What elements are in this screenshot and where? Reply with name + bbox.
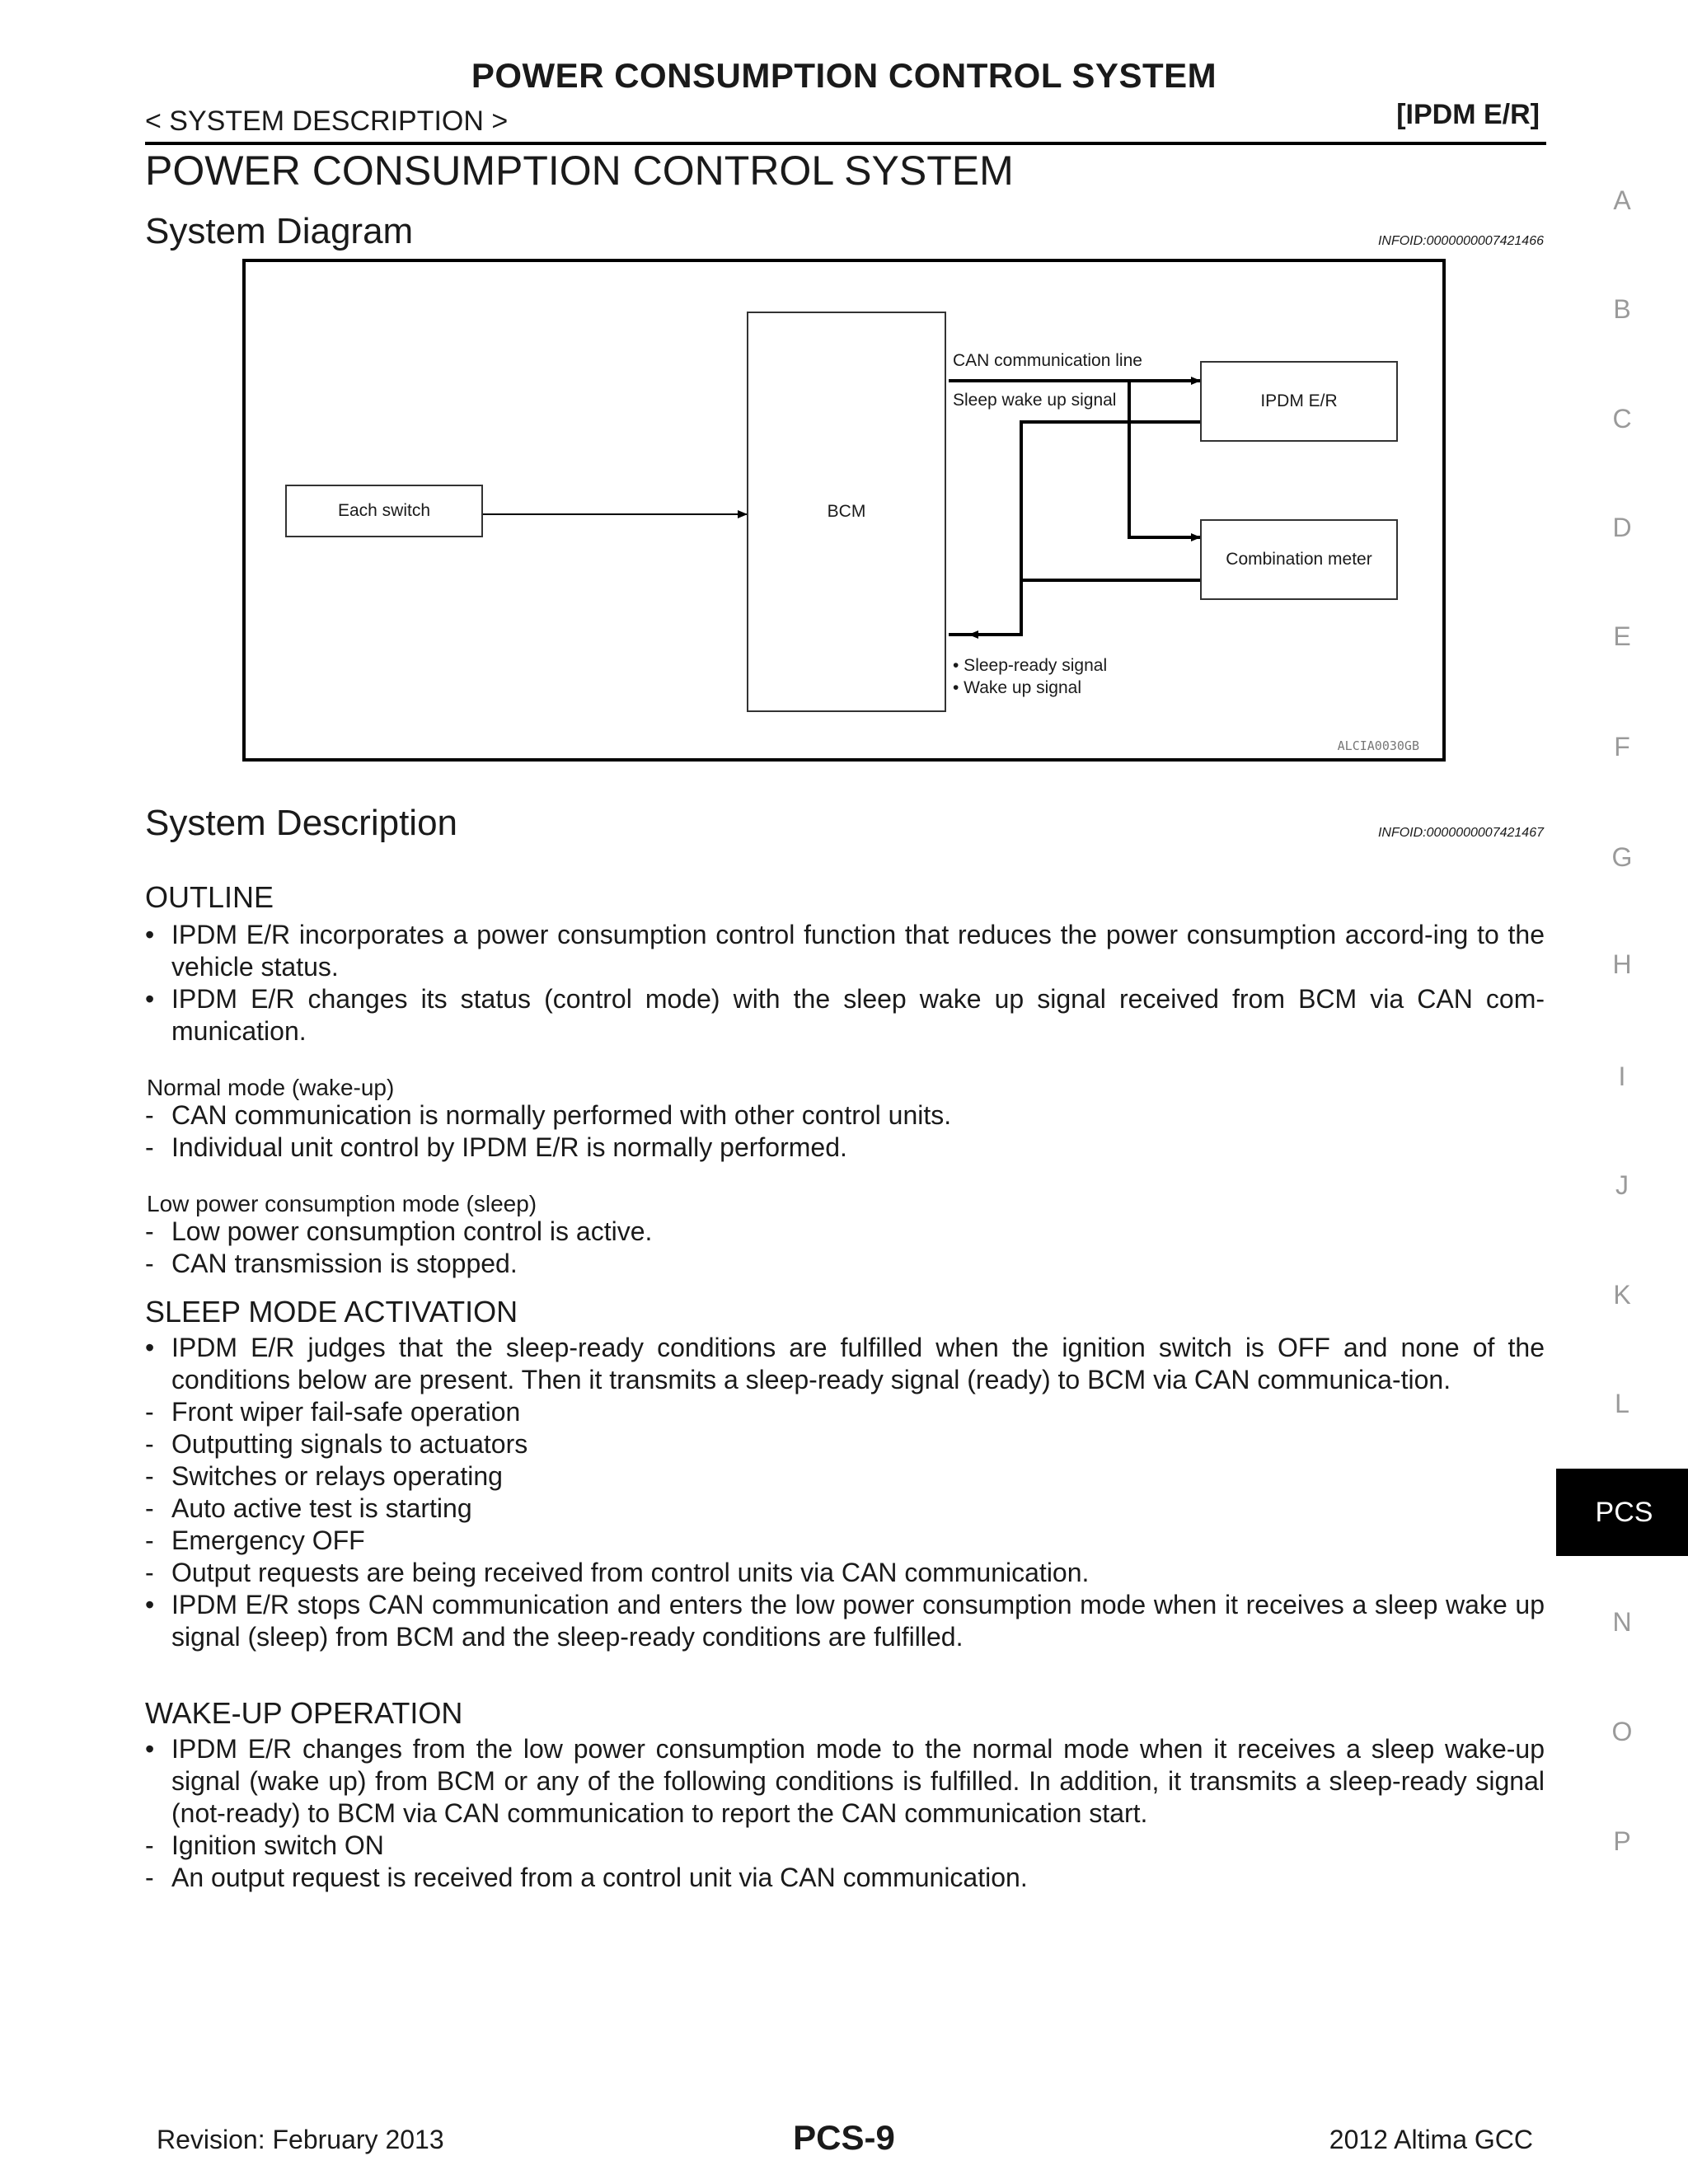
list-item: - CAN transmission is stopped. xyxy=(145,1248,1545,1280)
ipdm-label: IPDM E/R xyxy=(1260,391,1338,410)
bcm-label: BCM xyxy=(827,502,866,521)
index-letter-f[interactable]: F xyxy=(1614,732,1630,762)
sleep-activation-final: IPDM E/R stops CAN communication and enters the low power consumption mode when it receives a sleep wake up signal (sleep) from BCM and the sleep-ready conditions are fulfilled. xyxy=(171,1590,1545,1652)
ipdm-return-line xyxy=(969,422,1200,635)
index-letter-a[interactable]: A xyxy=(1613,185,1631,215)
sleep-condition-1: Front wiper fail-safe operation xyxy=(171,1397,521,1427)
index-letter-b[interactable]: B xyxy=(1613,294,1631,324)
each-switch-box xyxy=(285,485,483,537)
index-letter-k[interactable]: K xyxy=(1613,1280,1631,1310)
index-letter-d[interactable]: D xyxy=(1612,513,1632,542)
list-item: - Low power consumption control is active. xyxy=(145,1216,1545,1248)
combination-meter-box xyxy=(1200,519,1398,600)
low-power-mode-title: Low power consumption mode (sleep) xyxy=(147,1191,537,1216)
page-heading: POWER CONSUMPTION CONTROL SYSTEM xyxy=(145,148,1014,194)
list-item: - Ignition switch ON xyxy=(145,1830,1545,1862)
sleep-wake-signal-line xyxy=(1129,381,1200,537)
can-line-label: CAN communication line xyxy=(953,351,1142,370)
section-index xyxy=(1556,0,1688,2184)
page-title: POWER CONSUMPTION CONTROL SYSTEM xyxy=(471,56,1217,95)
list-item: • IPDM E/R changes from the low power consumption mode to the normal mode when it receives a sleep wake-up signal (wake up) from BCM or any of the following conditions is fulfilled. In addition, it transmits a sleep-ready signal (not-ready) to BCM via CAN communication to report the CAN communication start. xyxy=(145,1734,1545,1828)
system-description-heading: System Description xyxy=(145,803,458,843)
sleep-activation-heading: SLEEP MODE ACTIVATION xyxy=(145,1295,518,1329)
list-item: - Emergency OFF xyxy=(145,1525,1545,1557)
footer-revision: Revision: February 2013 xyxy=(157,2125,444,2154)
index-letter-g[interactable]: G xyxy=(1611,842,1633,872)
system-diagram-infoid: INFOID:0000000007421466 xyxy=(1377,234,1544,248)
index-letter-i[interactable]: I xyxy=(1618,1062,1626,1091)
index-letter-c[interactable]: C xyxy=(1612,404,1632,434)
sleep-activation-intro: IPDM E/R judges that the sleep-ready conditions are fulfilled when the ignition switch is OFF and none of the conditions below are present. Then it transmits a sleep-ready signal (ready) to BCM via CAN communica-tion. xyxy=(171,1333,1545,1394)
sleep-wake-label: Sleep wake up signal xyxy=(953,391,1117,410)
list-item: • IPDM E/R changes its status (control mode) with the sleep wake up signal received from BCM via CAN com-munication. xyxy=(145,984,1545,1046)
outline-bullet-1: IPDM E/R incorporates a power consumption control function that reduces the power consumption accord-ing to the vehicle status. xyxy=(171,920,1545,982)
wake-condition-1: Ignition switch ON xyxy=(171,1830,384,1860)
index-letter-h[interactable]: H xyxy=(1612,949,1632,979)
section-code: [IPDM E/R] xyxy=(1396,99,1540,130)
sleep-condition-2: Outputting signals to actuators xyxy=(171,1429,528,1459)
normal-mode-item-2: Individual unit control by IPDM E/R is normally performed. xyxy=(171,1132,847,1162)
figure-id: ALCIA0030GB xyxy=(1337,738,1419,753)
list-item: - Outputting signals to actuators xyxy=(145,1428,1545,1460)
footer-page-number: PCS-9 xyxy=(793,2118,895,2157)
wake-up-intro: IPDM E/R changes from the low power consumption mode to the normal mode when it receives a sleep wake-up signal (wake up) from BCM or any of the following conditions is fulfilled. In addition, it transmits a sleep-ready signal (not-ready) to BCM via CAN communication to report the CAN communication start. xyxy=(171,1734,1545,1828)
list-item: • IPDM E/R judges that the sleep-ready conditions are fulfilled when the ignition switch is OFF and none of the conditions below are present. Then it transmits a sleep-ready signal (ready) to BCM via CAN communica-tion. xyxy=(145,1333,1545,1394)
normal-mode-title: Normal mode (wake-up) xyxy=(147,1075,395,1100)
wake-up-list xyxy=(145,1733,1545,1894)
list-item: - Switches or relays operating xyxy=(145,1460,1545,1493)
system-diagram xyxy=(242,259,1446,762)
wake-up-label: • Wake up signal xyxy=(953,678,1081,697)
each-switch-label: Each switch xyxy=(337,501,431,520)
list-item: - Front wiper fail-safe operation xyxy=(145,1396,1545,1428)
list-item: • IPDM E/R incorporates a power consumption control function that reduces the power consumption accord-ing to the vehicle status. xyxy=(145,920,1545,982)
index-letter-l[interactable]: L xyxy=(1615,1389,1629,1418)
system-description-infoid: INFOID:0000000007421467 xyxy=(1377,826,1544,840)
header-divider xyxy=(145,142,1546,145)
bcm-box xyxy=(747,312,946,712)
outline-heading: OUTLINE xyxy=(145,880,274,914)
low-power-item-1: Low power consumption control is active. xyxy=(171,1216,653,1246)
sleep-activation-list xyxy=(145,1332,1545,1653)
outline-bullets xyxy=(145,919,1545,1047)
normal-mode-list xyxy=(145,1099,1545,1164)
sleep-condition-3: Switches or relays operating xyxy=(171,1461,503,1491)
index-letter-j[interactable]: J xyxy=(1615,1170,1629,1200)
low-power-item-2: CAN transmission is stopped. xyxy=(171,1249,518,1278)
breadcrumb: < SYSTEM DESCRIPTION > xyxy=(145,105,509,137)
system-diagram-heading: System Diagram xyxy=(145,211,414,251)
wake-condition-2: An output request is received from a control unit via CAN communication. xyxy=(171,1863,1028,1892)
list-item: - Output requests are being received from control units via CAN communication. xyxy=(145,1557,1545,1589)
list-item: - An output request is received from a control unit via CAN communication. xyxy=(145,1862,1545,1894)
sleep-condition-4: Auto active test is starting xyxy=(171,1493,472,1523)
ipdm-box xyxy=(1200,361,1398,442)
list-item: • IPDM E/R stops CAN communication and enters the low power consumption mode when it receives a sleep wake up signal (sleep) from BCM and the sleep-ready conditions are fulfilled. xyxy=(145,1590,1545,1652)
sleep-condition-6: Output requests are being received from control units via CAN communication. xyxy=(171,1558,1090,1587)
sleep-ready-label: • Sleep-ready signal xyxy=(953,656,1108,675)
outline-bullet-2: IPDM E/R changes its status (control mode) with the sleep wake up signal received from BCM via CAN com-munication. xyxy=(171,984,1545,1046)
index-active-pcs[interactable]: PCS xyxy=(1556,1469,1688,1556)
index-letter-o[interactable]: O xyxy=(1611,1717,1633,1746)
low-power-mode-list xyxy=(145,1216,1545,1280)
index-letter-n[interactable]: N xyxy=(1612,1607,1632,1637)
combination-meter-label: Combination meter xyxy=(1226,550,1372,569)
list-item: - Individual unit control by IPDM E/R is normally performed. xyxy=(145,1132,1545,1164)
wake-up-heading: WAKE-UP OPERATION xyxy=(145,1696,463,1730)
sleep-condition-5: Emergency OFF xyxy=(171,1526,365,1555)
list-item: - CAN communication is normally performed with other control units. xyxy=(145,1099,1545,1132)
footer-model: 2012 Altima GCC xyxy=(1329,2125,1533,2154)
index-letter-p[interactable]: P xyxy=(1613,1826,1631,1856)
index-letter-e[interactable]: E xyxy=(1613,621,1631,651)
list-item: - Auto active test is starting xyxy=(145,1493,1545,1525)
normal-mode-item-1: CAN communication is normally performed with other control units. xyxy=(171,1100,952,1130)
